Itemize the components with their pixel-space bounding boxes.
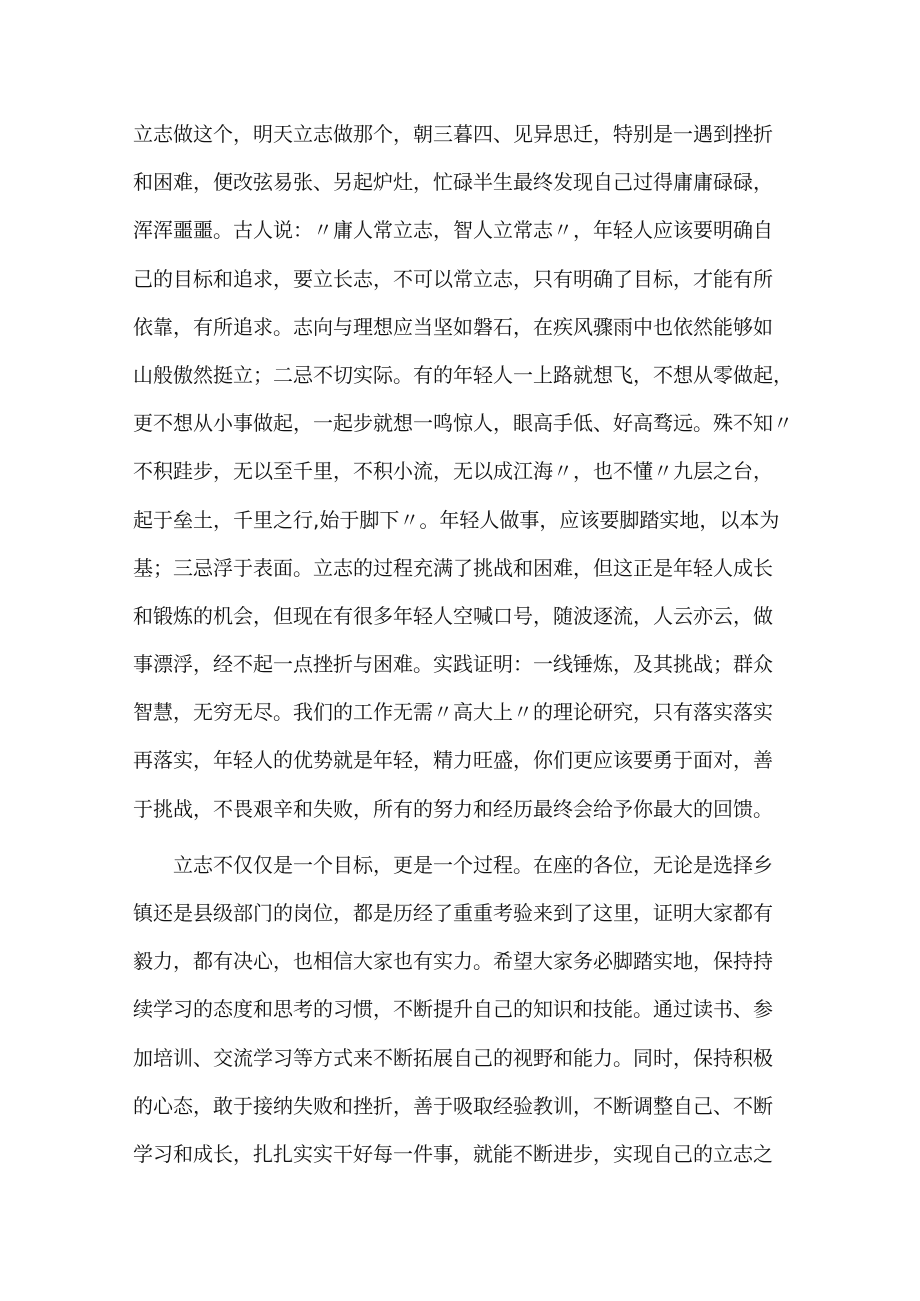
text-line: 不积跬步，无以至千里，不积小流，无以成江海〃，也不懂〃九层之台， — [133, 459, 773, 484]
text-line: 智慧，无穷无尽。我们的工作无需〃高大上〃的理论研究，只有落实落实 — [133, 700, 773, 725]
text-line: 依靠，有所追求。志向与理想应当坚如磐石，在疾风骤雨中也依然能够如 — [133, 314, 773, 339]
text-line: 再落实，年轻人的优势就是年轻，精力旺盛，你们更应该要勇于面对，善 — [133, 748, 773, 773]
text-line: 立志不仅仅是一个目标，更是一个过程。在座的各位，无论是选择乡 — [173, 852, 773, 877]
document-body — [133, 110, 793, 1178]
paragraph-2 — [133, 841, 793, 1178]
text-line: 山般傲然挺立；二忌不切实际。有的年轻人一上路就想飞，不想从零做起， — [133, 362, 793, 387]
text-line: 事漂浮，经不起一点挫折与困难。实践证明：一线锤炼，及其挑战；群众 — [133, 652, 773, 677]
text-line: 己的目标和追求，要立长志，不可以常立志，只有明确了目标，才能有所 — [133, 266, 773, 291]
text-line: 学习和成长，扎扎实实干好每一件事，就能不断进步，实现自己的立志之 — [133, 1141, 773, 1166]
text-line: 基；三忌浮于表面。立志的过程充满了挑战和困难，但这正是年轻人成长 — [133, 555, 773, 580]
text-line: 更不想从小事做起，一起步就想一鸣惊人，眼高手低、好高骛远。殊不知〃 — [133, 411, 793, 436]
text-line: 的心态，敢于接纳失败和挫折，善于吸取经验教训，不断调整自己、不断 — [133, 1093, 773, 1118]
text-line: 立志做这个，明天立志做那个，朝三暮四、见异思迁，特别是一遇到挫折 — [133, 122, 773, 146]
text-line: 续学习的态度和思考的习惯，不断提升自己的知识和技能。通过读书、参 — [133, 997, 773, 1022]
paragraph-spacer — [133, 833, 793, 841]
text-line: 和锻炼的机会，但现在有很多年轻人空喊口号，随波逐流，人云亦云，做 — [133, 603, 773, 628]
text-line: 浑浑噩噩。古人说：〃庸人常立志，智人立常志〃，年轻人应该要明确自 — [133, 218, 773, 243]
text-line: 镇还是县级部门的岗位，都是历经了重重考验来到了这里，证明大家都有 — [133, 901, 773, 925]
text-line: 起于垒土，千里之行,始于脚下〃。年轻人做事，应该要脚踏实地，以本为 — [133, 507, 780, 532]
paragraph-1 — [133, 110, 793, 833]
text-line: 和困难，便改弦易张、另起炉灶，忙碌半生最终发现自己过得庸庸碌碌， — [133, 170, 773, 195]
text-line: 于挑战，不畏艰辛和失败，所有的努力和经历最终会给予你最大的回馈。 — [133, 796, 773, 821]
text-line: 加培训、交流学习等方式来不断拓展自己的视野和能力。同时，保持积极 — [133, 1045, 773, 1070]
text-line: 毅力，都有决心，也相信大家也有实力。希望大家务必脚踏实地，保持持 — [133, 949, 773, 974]
